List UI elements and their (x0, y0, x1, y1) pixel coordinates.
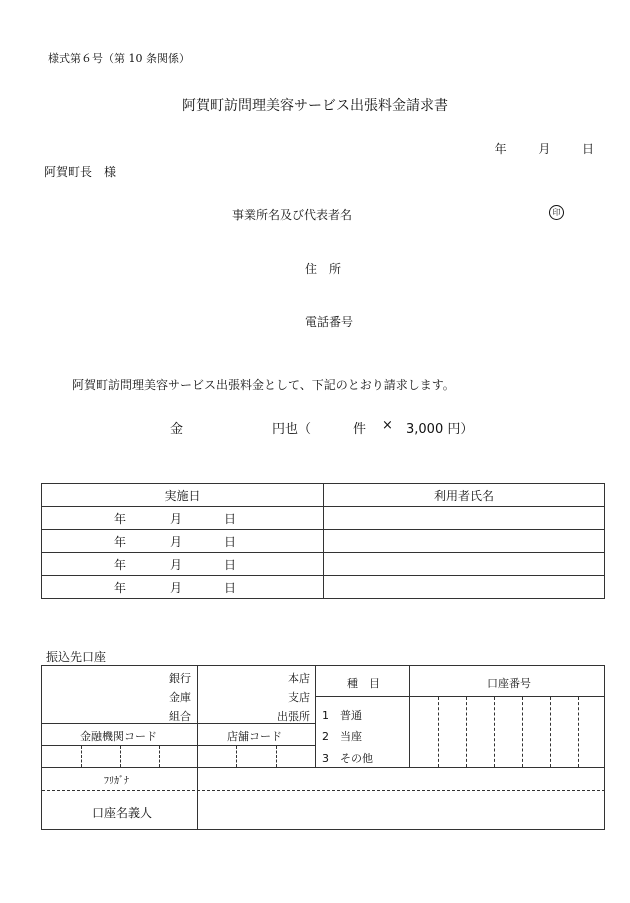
amount-prefix: 金 (170, 422, 184, 437)
account-holder-label: 口座名義人 (92, 806, 153, 820)
branch-type-sub: 出張所 (277, 710, 310, 723)
unit-price: 3,000 円） (406, 422, 474, 437)
table-row (42, 553, 605, 576)
user-name-cell[interactable] (324, 530, 605, 553)
table-row (42, 530, 605, 553)
request-date (495, 140, 594, 157)
account-type-current[interactable]: 2 当座 (322, 730, 362, 743)
address-label: 住 所 (305, 262, 342, 276)
account-type-other[interactable]: 3 その他 (322, 752, 373, 765)
bank-type-shinkin: 金庫 (169, 691, 191, 704)
account-type-label: 種 目 (347, 677, 380, 690)
branch-type-head: 本店 (288, 672, 310, 685)
count-unit: 件 (353, 422, 367, 437)
branch-code-label: 店舗コード (227, 730, 282, 743)
date-cell[interactable]: 年 月 日 (42, 507, 324, 530)
bank-type-bank: 銀行 (169, 672, 191, 685)
table-row (42, 576, 605, 599)
branch-type-branch: 支店 (288, 691, 310, 704)
bank-type-union: 組合 (169, 710, 191, 723)
amount-suffix: 円也（ (272, 422, 312, 437)
document-title: 阿賀町訪問理美容サービス出張料金請求書 (182, 98, 448, 114)
representative-label: 事業所名及び代表者名 (232, 208, 353, 222)
date-cell[interactable]: 年 月 日 (42, 576, 324, 599)
date-year-label: 年 (494, 142, 507, 156)
date-cell[interactable]: 年 月 日 (42, 553, 324, 576)
bank-account-box (41, 665, 605, 830)
institution-code-label: 金融機関コード (80, 730, 157, 743)
date-cell[interactable]: 年 月 日 (42, 530, 324, 553)
user-name-cell[interactable] (324, 553, 605, 576)
request-statement: 阿賀町訪問理美容サービス出張料金として、下記のとおり請求します。 (72, 378, 455, 392)
table-header-date: 実施日 (42, 484, 324, 507)
form-number: 様式第６号（第 10 条関係） (48, 52, 190, 65)
user-name-cell[interactable] (324, 507, 605, 530)
table-row (42, 507, 605, 530)
user-name-cell[interactable] (324, 576, 605, 599)
times-sign: × (382, 418, 393, 433)
addressee: 阿賀町長 様 (44, 165, 117, 179)
date-month-label: 月 (538, 142, 551, 156)
seal-mark: 印 (549, 205, 564, 220)
furigana-label: ﾌﾘｶﾞﾅ (104, 776, 129, 787)
account-number-label: 口座番号 (487, 677, 531, 690)
date-day-label: 日 (581, 142, 594, 156)
account-type-ordinary[interactable]: 1 普通 (322, 709, 362, 722)
phone-label: 電話番号 (305, 315, 354, 329)
table-header-user: 利用者氏名 (324, 484, 605, 507)
usage-table (41, 483, 605, 599)
bank-section-title: 振込先口座 (46, 650, 107, 664)
